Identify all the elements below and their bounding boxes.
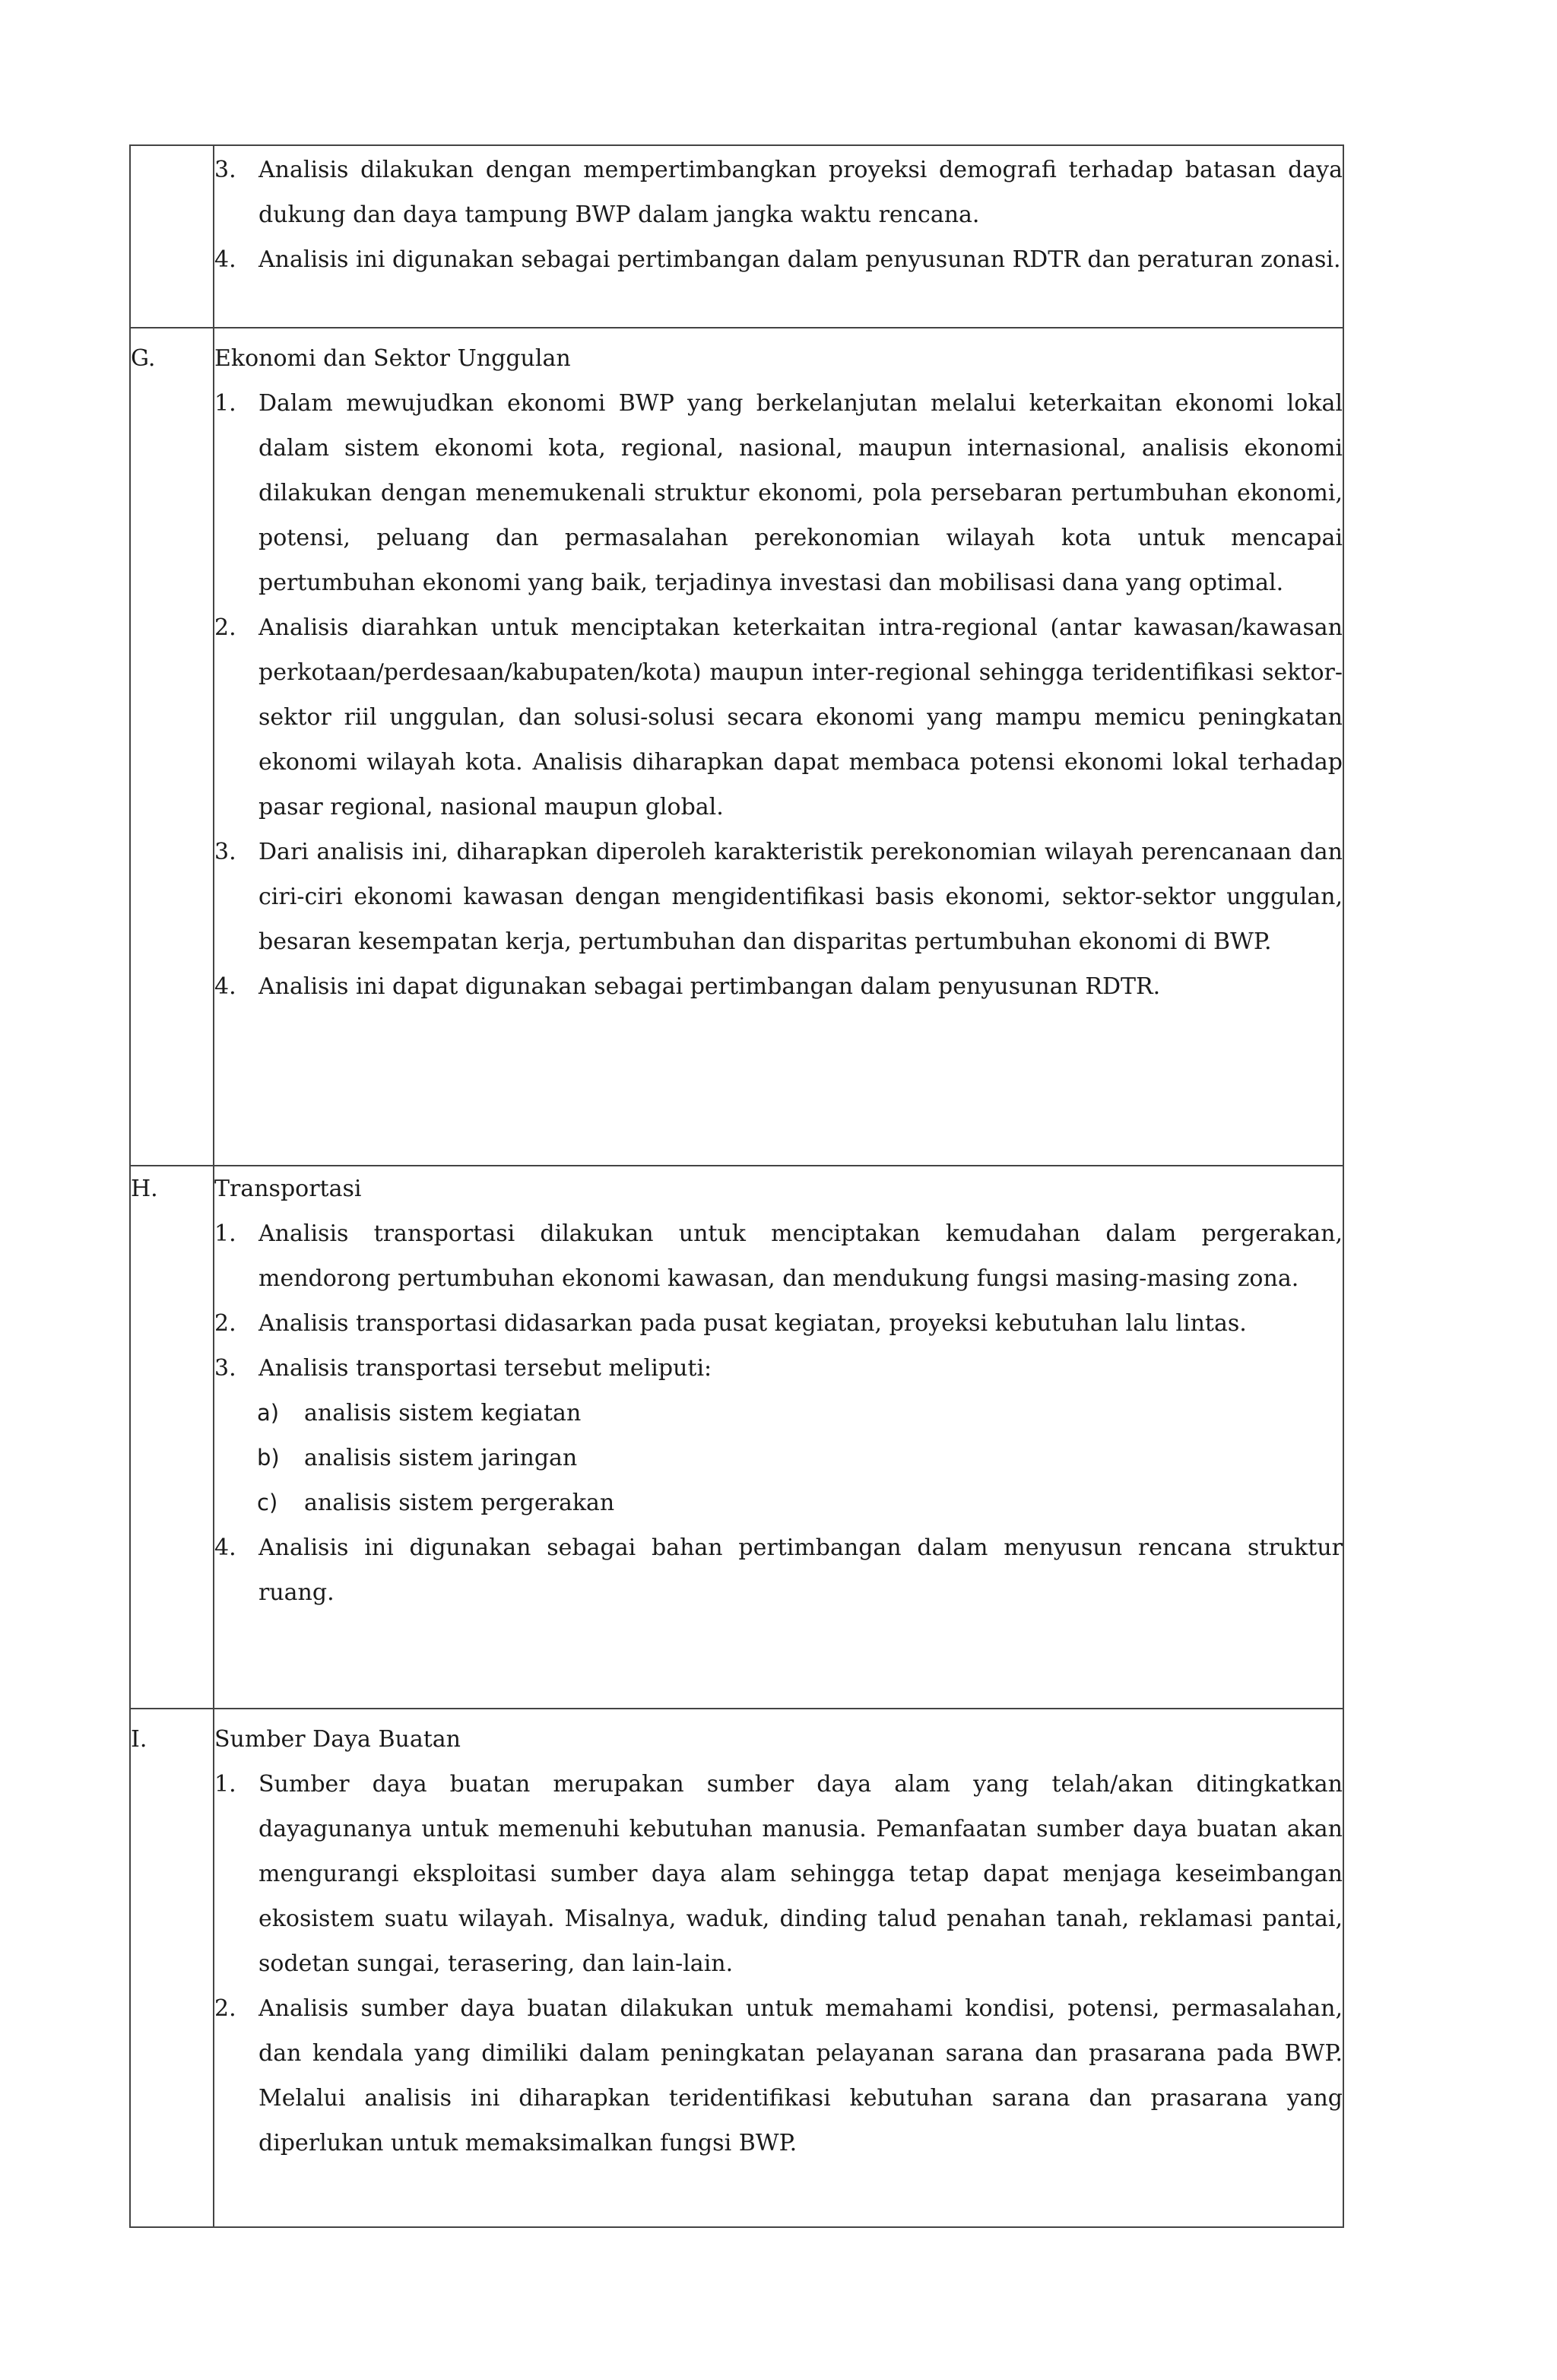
item-text: Analisis ini digunakan sebagai pertimbangan dalam penyusunan RDTR dan peraturan zonasi. xyxy=(258,246,1341,273)
row-content-cell xyxy=(214,1166,1343,1709)
sub-item-text: analisis sistem kegiatan xyxy=(304,1400,582,1426)
row-letter-cell xyxy=(130,328,214,1166)
list-item xyxy=(214,381,1343,605)
row-content-cell xyxy=(214,145,1343,328)
item-number: 3. xyxy=(214,839,236,865)
list-item xyxy=(214,1301,1343,1346)
numbered-list xyxy=(214,1762,1343,2166)
item-number: 2. xyxy=(214,1995,236,2022)
item-number: 4. xyxy=(214,246,236,273)
item-text: Analisis sumber daya buatan dilakukan untuk memahami kondisi, potensi, permasalahan, dan kendala yang dimiliki dalam peningkatan pelayanan sarana dan prasarana pada BWP. Melalui analisis ini diharapkan teridentifikasi kebutuhan sarana dan prasarana yang diperlukan untuk memaksimalkan fungsi BWP. xyxy=(258,1995,1343,2156)
numbered-list xyxy=(214,1211,1343,1391)
item-number: 1. xyxy=(214,390,236,417)
table-row xyxy=(130,1166,1343,1709)
sub-item-label: b) xyxy=(257,1445,280,1471)
section-title: Transportasi xyxy=(214,1176,362,1202)
list-item xyxy=(214,830,1343,964)
item-number: 3. xyxy=(214,1355,236,1382)
item-number: 3. xyxy=(214,157,236,183)
numbered-list xyxy=(214,148,1343,282)
sub-item-label: c) xyxy=(257,1490,278,1515)
lettered-sublist xyxy=(214,1391,1343,1525)
item-number: 4. xyxy=(214,973,236,1000)
table-row xyxy=(130,328,1343,1166)
sub-item xyxy=(214,1436,1343,1480)
item-number: 2. xyxy=(214,614,236,641)
item-number: 1. xyxy=(214,1771,236,1798)
item-text: Analisis ini digunakan sebagai bahan pertimbangan dalam menyusun rencana struktur ruang. xyxy=(258,1534,1343,1606)
section-title: Sumber Daya Buatan xyxy=(214,1726,461,1753)
row-letter-cell xyxy=(130,1166,214,1709)
list-item xyxy=(214,1762,1343,1986)
list-item xyxy=(214,964,1343,1009)
section-letter: G. xyxy=(131,345,156,372)
list-item xyxy=(214,1525,1343,1615)
row-content-cell xyxy=(214,328,1343,1166)
sub-item xyxy=(214,1480,1343,1525)
section-letter: H. xyxy=(131,1176,158,1202)
item-text: Sumber daya buatan merupakan sumber daya alam yang telah/akan ditingkatkan dayagunanya untuk memenuhi kebutuhan manusia. Pemanfaatan sumber daya buatan akan mengurangi eksploitasi sumber daya alam sehingga tetap dapat menjaga keseimbangan ekosistem suatu wilayah. Misalnya, waduk, dinding talud penahan tanah, reklamasi pantai, sodetan sungai, terasering, dan lain-lain. xyxy=(258,1771,1343,1977)
section-title: Ekonomi dan Sektor Unggulan xyxy=(214,345,571,372)
row-letter-cell xyxy=(130,1709,214,2227)
numbered-list xyxy=(214,1525,1343,1615)
sub-item-text: analisis sistem pergerakan xyxy=(304,1490,615,1516)
sub-item-text: analisis sistem jaringan xyxy=(304,1445,578,1471)
numbered-list xyxy=(214,381,1343,1009)
row-letter-cell xyxy=(130,145,214,328)
item-text: Analisis transportasi dilakukan untuk menciptakan kemudahan dalam pergerakan, mendorong pertumbuhan ekonomi kawasan, dan mendukung fungsi masing-masing zona. xyxy=(258,1220,1343,1292)
item-text: Analisis ini dapat digunakan sebagai pertimbangan dalam penyusunan RDTR. xyxy=(258,973,1161,1000)
item-number: 1. xyxy=(214,1220,236,1247)
item-text: Analisis dilakukan dengan mempertimbangkan proyeksi demografi terhadap batasan daya dukung dan daya tampung BWP dalam jangka waktu rencana. xyxy=(258,157,1343,228)
item-text: Analisis transportasi tersebut meliputi: xyxy=(258,1355,712,1382)
item-number: 4. xyxy=(214,1534,236,1561)
list-item xyxy=(214,1346,1343,1391)
sub-item-label: a) xyxy=(257,1400,280,1426)
item-text: Analisis diarahkan untuk menciptakan keterkaitan intra-regional (antar kawasan/kawasan perkotaan/perdesaan/kabupaten/kota) maupun inter-regional sehingga teridentifikasi sektor-sektor riil unggulan, dan solusi-solusi secara ekonomi yang mampu memicu peningkatan ekonomi wilayah kota. Analisis diharapkan dapat membaca potensi ekonomi lokal terhadap pasar regional, nasional maupun global. xyxy=(258,614,1343,820)
item-text: Dari analisis ini, diharapkan diperoleh karakteristik perekonomian wilayah perencanaan dan ciri-ciri ekonomi kawasan dengan mengidentifikasi basis ekonomi, sektor-sektor unggulan, besaran kesempatan kerja, pertumbuhan dan disparitas pertumbuhan ekonomi di BWP. xyxy=(258,839,1343,955)
item-text: Analisis transportasi didasarkan pada pusat kegiatan, proyeksi kebutuhan lalu lintas. xyxy=(258,1310,1247,1337)
list-item xyxy=(214,605,1343,830)
list-item xyxy=(214,148,1343,237)
table-row xyxy=(130,145,1343,328)
section-letter: I. xyxy=(131,1726,147,1753)
item-number: 2. xyxy=(214,1310,236,1337)
item-text: Dalam mewujudkan ekonomi BWP yang berkelanjutan melalui keterkaitan ekonomi lokal dalam sistem ekonomi kota, regional, nasional, maupun internasional, analisis ekonomi dilakukan dengan menemukenali struktur ekonomi, pola persebaran pertumbuhan ekonomi, potensi, peluang dan permasalahan perekonomian wilayah kota untuk mencapai pertumbuhan ekonomi yang baik, terjadinya investasi dan mobilisasi dana yang optimal. xyxy=(258,390,1343,596)
sub-item xyxy=(214,1391,1343,1436)
table-row xyxy=(130,1709,1343,2227)
row-content-cell xyxy=(214,1709,1343,2227)
list-item xyxy=(214,1211,1343,1301)
list-item xyxy=(214,237,1343,282)
list-item xyxy=(214,1986,1343,2166)
analysis-table xyxy=(129,144,1344,2228)
